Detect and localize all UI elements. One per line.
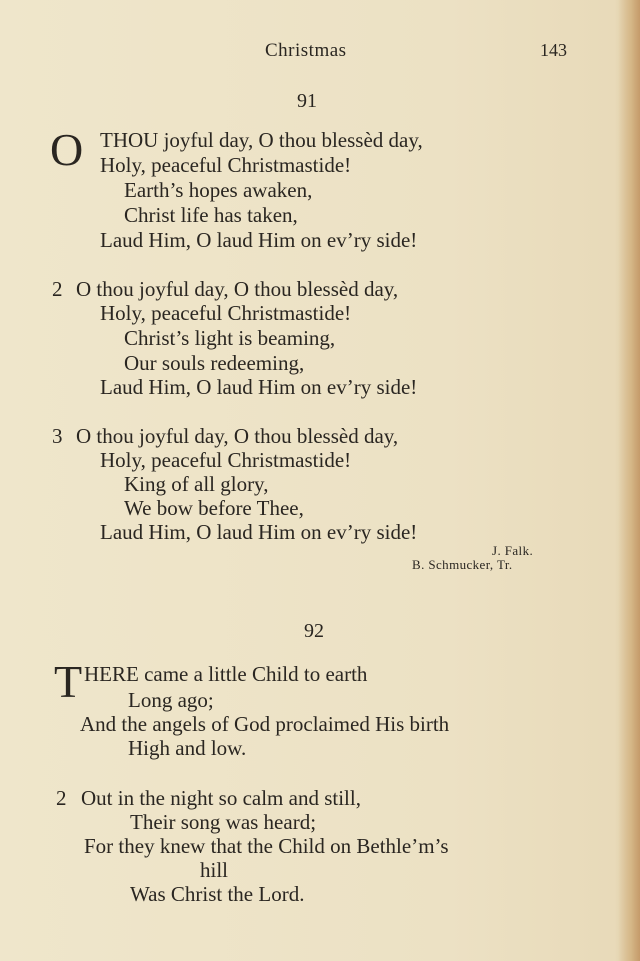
hymn-line: And the angels of God proclaimed His birth bbox=[80, 712, 450, 736]
hymn-line: O thou joyful day, O thou blessèd day, bbox=[76, 424, 399, 448]
hymn-line: Our souls redeeming, bbox=[124, 351, 305, 375]
hymn-number: 92 bbox=[304, 620, 324, 642]
drop-cap: T bbox=[54, 656, 83, 707]
stanza-number: 2 bbox=[52, 277, 63, 301]
hymn-line: High and low. bbox=[128, 736, 247, 760]
hymn-line: Christ’s light is beaming, bbox=[124, 326, 336, 350]
hymn-line: Holy, peaceful Christmastide! bbox=[100, 448, 352, 472]
page-edge bbox=[618, 0, 640, 961]
stanza-number: 2 bbox=[56, 786, 67, 810]
hymn-line: Holy, peaceful Christmastide! bbox=[100, 153, 352, 177]
hymn-line: Laud Him, O laud Him on ev’ry side! bbox=[100, 520, 418, 544]
hymn-line: Long ago; bbox=[128, 688, 214, 712]
stanza-number: 3 bbox=[52, 424, 63, 448]
hymn-number: 91 bbox=[297, 90, 317, 112]
hymn-line: Laud Him, O laud Him on ev’ry side! bbox=[100, 228, 418, 252]
hymn-line: Their song was heard; bbox=[130, 810, 317, 834]
hymn-line: THOU joyful day, O thou blessèd day, bbox=[100, 128, 423, 152]
author-attribution: J. Falk. bbox=[492, 543, 534, 558]
hymn-line: King of all glory, bbox=[124, 472, 269, 496]
drop-cap: O bbox=[50, 124, 84, 175]
hymn-line: Was Christ the Lord. bbox=[130, 882, 305, 906]
hymn-line: We bow before Thee, bbox=[124, 496, 304, 520]
hymn-line: Christ life has taken, bbox=[124, 203, 298, 227]
running-header-title: Christmas bbox=[265, 40, 347, 61]
hymn-line: HERE came a little Child to earth bbox=[84, 662, 368, 686]
hymn-line: Earth’s hopes awaken, bbox=[124, 178, 313, 202]
hymn-line: Laud Him, O laud Him on ev’ry side! bbox=[100, 375, 418, 399]
hymn-line: O thou joyful day, O thou blessèd day, bbox=[76, 277, 399, 301]
translator-attribution: B. Schmucker, Tr. bbox=[412, 557, 513, 572]
hymn-line: For they knew that the Child on Bethle’m’s bbox=[84, 834, 449, 858]
page-number: 143 bbox=[540, 40, 567, 60]
hymn-line: Holy, peaceful Christmastide! bbox=[100, 301, 352, 325]
hymn-line: hill bbox=[200, 858, 229, 882]
hymn-line: Out in the night so calm and still, bbox=[81, 786, 361, 810]
